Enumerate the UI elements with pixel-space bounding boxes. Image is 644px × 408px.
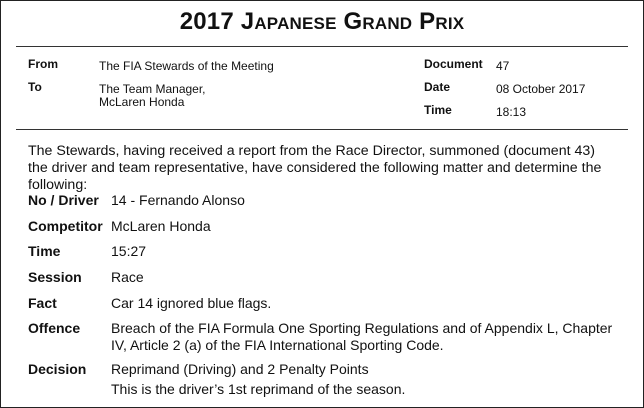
competitor-value: McLaren Honda [111, 218, 211, 234]
fact-label: Fact [28, 295, 57, 311]
from-value: The FIA Stewards of the Meeting [99, 59, 274, 73]
title-year: 2017 [179, 8, 234, 35]
to-value-line2: McLaren Honda [99, 95, 185, 109]
decision-label: Decision [28, 361, 87, 377]
decision-value-line1: Reprimand (Driving) and 2 Penalty Points [111, 361, 369, 377]
document-value: 47 [496, 59, 510, 73]
document-label: Document [424, 57, 483, 71]
time-value: 18:13 [496, 105, 527, 119]
incident-time-value: 15:27 [111, 243, 147, 259]
incident-time-label: Time [28, 243, 61, 259]
document-title [0, 8, 644, 36]
title-text: Japanese Grand Prix [240, 8, 465, 35]
session-label: Session [28, 269, 82, 285]
title-divider [16, 46, 628, 47]
session-value: Race [111, 269, 144, 285]
driver-label: No / Driver [28, 192, 99, 208]
time-label: Time [424, 103, 452, 117]
fact-value: Car 14 ignored blue flags. [111, 295, 272, 311]
driver-value: 14 - Fernando Alonso [111, 192, 245, 208]
offence-value: Breach of the FIA Formula One Sporting Regulations and of Appendix L, Chapter IV, Article 2 (a) of the FIA International Sporting Code. [111, 320, 613, 353]
to-label: To [28, 80, 42, 94]
header-divider [16, 129, 628, 130]
offence-label: Offence [28, 320, 81, 336]
competitor-label: Competitor [28, 218, 103, 234]
to-value-line1: The Team Manager, [99, 82, 206, 96]
intro-paragraph: The Stewards, having received a report from the Race Director, summoned (document 43) the driver and team representative, have considered the following matter and determine the following: [28, 143, 602, 193]
from-label: From [28, 57, 58, 71]
date-value: 08 October 2017 [496, 82, 586, 96]
decision-value-line2: This is the driver’s 1st reprimand of the season. [111, 381, 406, 397]
date-label: Date [424, 80, 451, 94]
